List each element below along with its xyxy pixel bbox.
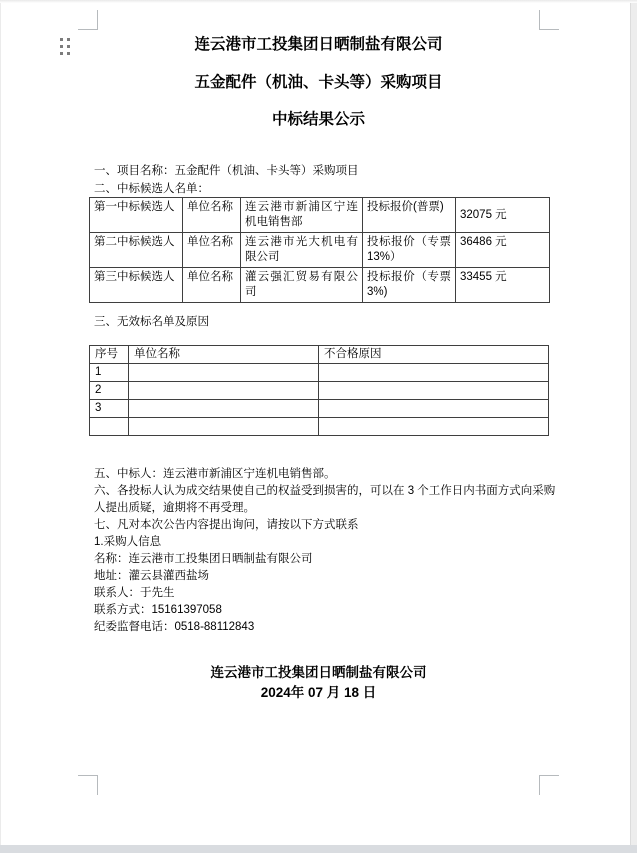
body-line: 人提出质疑，逾期将不再受理。 [94,502,255,514]
candidates-table [89,197,550,303]
section-invalid-heading: 三、无效标名单及原因 [94,316,209,328]
candidate-rank: 第一中标候选人 [90,198,183,233]
section-project-name: 一、项目名称：五金配件（机油、卡头等）采购项目 [94,165,359,177]
col-header-reason: 不合格原因 [319,346,549,364]
body-line: 六、各投标人认为成交结果使自己的权益受到损害的，可以在 3 个工作日内书面方式向采购 [94,485,556,497]
reason-cell [319,382,549,400]
price-value: 36486 元 [456,233,550,268]
candidate-rank: 第二中标候选人 [90,233,183,268]
company-name: 连云港市光大机电有限公司 [241,233,363,268]
doc-title-company: 连云港市工投集团日晒制盐有限公司 [194,36,443,53]
closing-date: 2024年 07 月 18 日 [260,685,377,700]
body-line: 地址：灌云县灌西盐场 [94,570,209,582]
body-line: 五、中标人：连云港市新浦区宁连机电销售部。 [94,468,336,480]
unit-cell [129,364,319,382]
table-row [90,198,550,233]
reason-cell [319,400,549,418]
table-row [90,268,550,303]
row-index: 3 [90,400,129,418]
page-edge-top [0,0,637,3]
col-header-unit: 单位名称 [129,346,319,364]
page-edge-bottom [0,845,637,853]
text-boundary-mark-top-left [78,10,98,30]
table-row [90,400,549,418]
company-name: 灌云强汇贸易有限公司 [241,268,363,303]
doc-title-result: 中标结果公示 [271,111,365,128]
price-label: 投标报价（专票13%） [363,233,456,268]
price-value: 33455 元 [456,268,550,303]
body-paragraphs [94,466,555,636]
reason-cell [319,364,549,382]
body-line: 纪委监督电话：0518-88112843 [94,621,255,633]
page-edge-right [630,3,637,845]
table-row [90,364,549,382]
page-edge-left [0,3,1,845]
price-value: 32075 元 [456,198,550,233]
table-row [90,382,549,400]
table-header-row [90,346,549,364]
text-boundary-mark-bottom-left [78,775,98,795]
text-boundary-mark-bottom-right [539,775,559,795]
unit-label: 单位名称 [183,268,241,303]
unit-cell [129,418,319,436]
table-row [90,233,550,268]
company-name: 连云港市新浦区宁连机电销售部 [241,198,363,233]
unit-cell [129,400,319,418]
row-index: 2 [90,382,129,400]
body-line: 联系方式：15161397058 [94,604,222,616]
closing-company: 连云港市工投集团日晒制盐有限公司 [210,665,427,680]
doc-title-project: 五金配件（机油、卡头等）采购项目 [194,74,443,91]
body-line: 名称：连云港市工投集团日晒制盐有限公司 [94,553,313,565]
row-index: 1 [90,364,129,382]
price-label: 投标报价（专票3%) [363,268,456,303]
body-line: 1.采购人信息 [94,536,162,548]
unit-cell [129,382,319,400]
section-candidates-heading: 二、中标候选人名单： [94,183,209,195]
unit-label: 单位名称 [183,233,241,268]
row-index [90,418,129,436]
price-label: 投标报价(普票) [363,198,456,233]
invalid-bids-table [89,345,549,436]
table-row [90,418,549,436]
body-line: 七、凡对本次公告内容提出询问，请按以下方式联系 [94,519,359,531]
reason-cell [319,418,549,436]
col-header-index: 序号 [90,346,129,364]
unit-label: 单位名称 [183,198,241,233]
body-line: 联系人：于先生 [94,587,175,599]
candidate-rank: 第三中标候选人 [90,268,183,303]
text-boundary-mark-top-right [539,10,559,30]
